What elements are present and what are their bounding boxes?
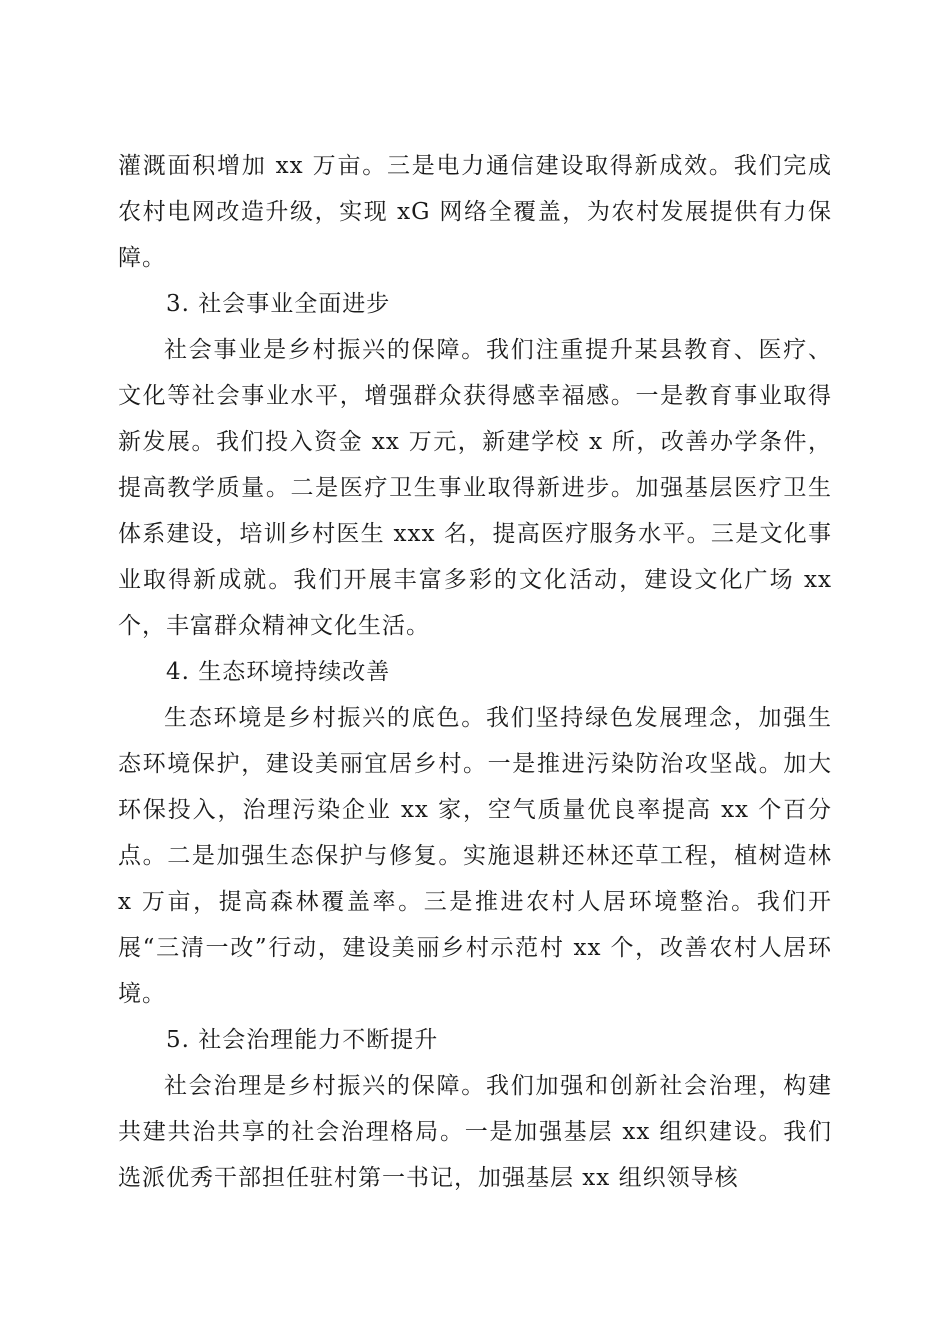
paragraph-governance: 社会治理是乡村振兴的保障。我们加强和创新社会治理，构建共建共治共享的社会治理格局。一是加强基层 xx 组织建设。我们选派优秀干部担任驻村第一书记，加强基层 xx 组织领导核 [118, 1073, 832, 1191]
section-heading-governance: 5. 社会治理能力不断提升 [166, 1027, 439, 1053]
paragraph-infrastructure-continuation: 灌溉面积增加 xx 万亩。三是电力通信建设取得新成效。我们完成农村电网改造升级，实现 xG 网络全覆盖，为农村发展提供有力保障。 [118, 153, 832, 271]
section-heading-ecology: 4. 生态环境持续改善 [166, 659, 391, 685]
paragraph-social-undertakings: 社会事业是乡村振兴的保障。我们注重提升某县教育、医疗、文化等社会事业水平，增强群众获得感幸福感。一是教育事业取得新发展。我们投入资金 xx 万元，新建学校 x 所，改善办学条件，提高教学质量。二是医疗卫生事业取得新进步。加强基层医疗卫生体系建设，培训乡村医生 xxx 名，提高医疗服务水平。三是文化事业取得新成就。我们开展丰富多彩的文化活动，建设文化广场 xx 个，丰富群众精神文化生活。 [118, 337, 832, 639]
section-heading-social-undertakings: 3. 社会事业全面进步 [166, 291, 391, 317]
paragraph-ecology: 生态环境是乡村振兴的底色。我们坚持绿色发展理念，加强生态环境保护，建设美丽宜居乡村。一是推进污染防治攻坚战。加大环保投入，治理污染企业 xx 家，空气质量优良率提高 xx 个百分点。二是加强生态保护与修复。实施退耕还林还草工程，植树造林 x 万亩，提高森林覆盖率。三是推进农村人居环境整治。我们开展“三清一改”行动，建设美丽乡村示范村 xx 个，改善农村人居环境。 [118, 705, 832, 1007]
document-page [118, 143, 832, 1201]
